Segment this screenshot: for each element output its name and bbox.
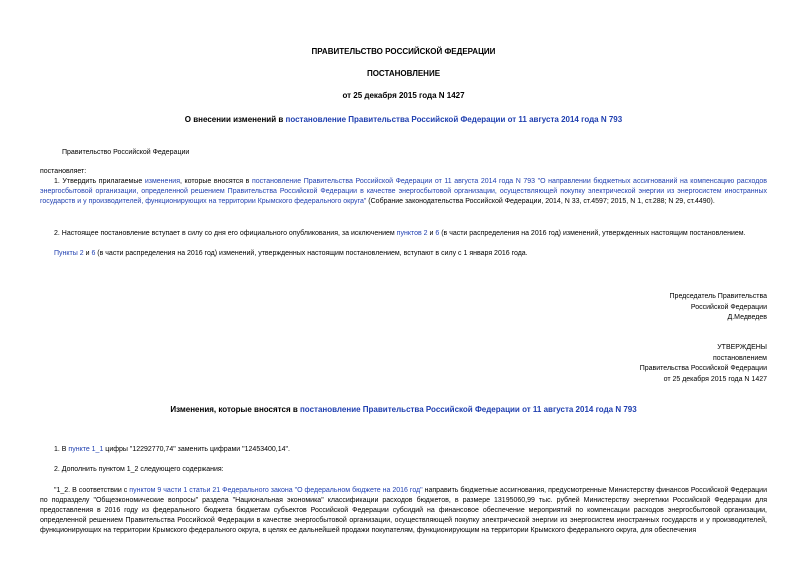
- subject-prefix: О внесении изменений в: [184, 115, 286, 124]
- intro-government: Правительство Российской Федерации: [62, 149, 190, 156]
- header-doc-type: ПОСТАНОВЛЕНИЕ: [366, 69, 441, 78]
- approved-label: УТВЕРЖДЕНЫ: [717, 344, 767, 351]
- intro-decides: постановляет:: [40, 168, 87, 175]
- header-org: ПРАВИТЕЛЬСТВО РОССИЙСКОЙ ФЕДЕРАЦИИ: [311, 47, 496, 56]
- paragraph-2: 2. Настоящее постановление вступает в силу со дня его официального опубликования, за исключением пунктов 2 и 6 (в части распределения на 2016 год) изменений, утвержденных настоящим постановлением.: [54, 230, 746, 237]
- link-resolution-793[interactable]: постановление Правительства Российской Федерации от 11 августа 2014 года N 793 "О направлении бюджетных ассигнований на компенсацию расходов энергосбытовой организации, определенной решением Правительства Российской Федерации в качестве энергосбытовой организации, осуществляющей покупку электрической энергии из энергосистем иностранных государств и у производителей, функционирующих на территории Крымского федерального округа": [40, 178, 767, 205]
- changes-title: Изменения, которые вносятся в постановление Правительства Российской Федерации от 11 августа 2014 года N 793: [170, 405, 637, 414]
- link-point-6[interactable]: 6: [435, 230, 440, 237]
- changes-title-link[interactable]: постановление Правительства Российской Федерации от 11 августа 2014 года N 793: [299, 405, 637, 414]
- approved-block: УТВЕРЖДЕНЫ постановлением Правительства Российской Федерации от 25 декабря 2015 года N 1427: [639, 344, 767, 383]
- link-point-2[interactable]: пунктов 2: [396, 230, 428, 237]
- link-federal-law[interactable]: пунктом 9 части 1 статьи 21 Федерального закона "О федеральном бюджете на 2016 год": [129, 487, 423, 494]
- link-point-6b[interactable]: 6: [91, 250, 96, 257]
- subject-link[interactable]: постановление Правительства Российской Федерации от 11 августа 2014 года N 793: [285, 115, 623, 124]
- paragraph-1: 1. Утвердить прилагаемые изменения, которые вносятся в постановление Правительства Российской Федерации от 11 августа 2014 года N 793 "О направлении бюджетных ассигнований на компенсацию расходов энергосбытовой организации, определенной решением Правительства Российской Федерации в качестве энергосбытовой организации, осуществляющей покупку электрической энергии из энергосистем иностранных государств и у производителей, функционирующих на территории Крымского федерального округа" (Собрание законодательства Российской Федерации, 2014, N 33, ст.4597; 2015, N 1, ст.288; N 29, ст.4490).: [40, 178, 767, 205]
- signature-block: [670, 292, 767, 324]
- signature-title: Председатель Правительства: [669, 293, 767, 300]
- link-points-2[interactable]: Пункты 2: [54, 250, 84, 257]
- document-subject: [0, 115, 807, 124]
- link-point-1-1[interactable]: пункте 1_1: [68, 446, 104, 453]
- signature-org: Российской Федерации: [690, 303, 767, 311]
- change-item-2: 2. Дополнить пунктом 1_2 следующего содержания:: [54, 466, 224, 473]
- change-item-3: "1_2. В соответствии с пунктом 9 части 1 статьи 21 Федерального закона "О федеральном бюджете на 2016 год" направить бюджетные ассигнования, предусмотренные Министерству финансов Российской Федерации по подразделу "Общеэкономические вопросы" раздела "Национальная экономика" классификации расходов бюджетов, в размере 13195060,99 тыс. рублей Министерству энергетики Российской Федерации для предоставления в 2016 году из федерального бюджета бюджетам субъектов Российской Федерации субсидий на финансовое обеспечение мероприятий по компенсации расходов энергосбытовой организации, определенной решением Правительства Российской Федерации в качестве энергосбытовой организации, осуществляющей покупку электрической энергии из энергосистем иностранных государств и у производителей, функционирующих на территории Крымского федерального округа, в целях ее дальнейшей продажи покупателям, функционирующим на территории Крымского федерального округа, для обеспечения: [40, 487, 767, 534]
- link-changes[interactable]: изменения: [144, 178, 181, 185]
- header-date-number: от 25 декабря 2015 года N 1427: [342, 91, 465, 100]
- paragraph-3: Пункты 2 и 6 (в части распределения на 2016 год) изменений, утвержденных настоящим постановлением, вступают в силу с 1 января 2016 года.: [54, 250, 528, 257]
- signature-name: Д.Медведев: [727, 314, 767, 321]
- change-item-1: 1. В пункте 1_1 цифры "12292770,74" заменить цифрами "12453400,14".: [54, 446, 290, 453]
